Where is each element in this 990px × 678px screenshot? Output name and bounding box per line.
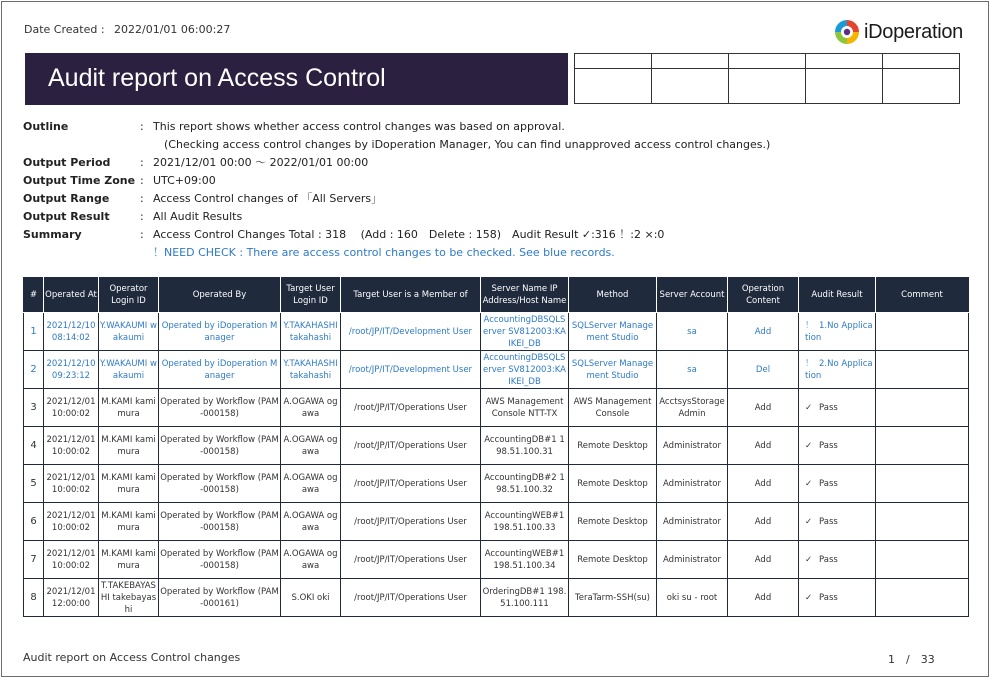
cell-content: Add — [728, 427, 799, 465]
stamp-cell — [652, 69, 729, 104]
col-header-member-of: Target User is a Member of — [341, 277, 481, 313]
period-label: Output Period — [23, 156, 111, 169]
cell-operator: M.KAMI kamimura — [99, 465, 159, 503]
audit-result-text: Pass — [819, 440, 838, 451]
cell-audit-result — [799, 465, 876, 503]
cell-num: 4 — [24, 427, 44, 465]
table-row — [24, 503, 969, 541]
approval-stamp-boxes — [574, 53, 960, 104]
timezone-label: Output Time Zone — [23, 174, 136, 187]
colon: : — [140, 210, 144, 223]
audit-result-text: Pass — [819, 554, 838, 565]
col-header-comment: Comment — [876, 277, 969, 313]
stamp-cell — [883, 69, 960, 104]
cell-content: Add — [728, 579, 799, 617]
cell-server: OrderingDB#1 198.51.100.111 — [481, 579, 569, 617]
cell-operated-at: 2021/12/01 10:00:02 — [44, 389, 99, 427]
cell-target-user: A.OGAWA ogawa — [281, 427, 341, 465]
cell-operated-at: 2021/12/10 08:14:02 — [44, 313, 99, 351]
audit-result-mark: ✓ — [805, 478, 813, 489]
footer-title: Audit report on Access Control changes — [23, 651, 241, 664]
cell-comment — [876, 503, 969, 541]
cell-server: AccountingDB#2 198.51.100.32 — [481, 465, 569, 503]
report-title: Audit report on Access Control — [48, 64, 386, 92]
cell-operated-at: 2021/12/01 10:00:02 — [44, 465, 99, 503]
cell-server: AccountingDBSQLServer SV812003:KAIKEI_DB — [481, 351, 569, 389]
date-created-value: 2022/01/01 06:00:27 — [114, 23, 231, 36]
audit-result-text: Pass — [819, 402, 838, 413]
audit-result-mark: ✓ — [805, 516, 813, 527]
audit-result-mark: ✓ — [805, 554, 813, 565]
cell-comment — [876, 465, 969, 503]
need-check-notice: ！NEED CHECK : There are access control changes to be checked. See blue records. — [153, 246, 615, 259]
cell-server: AccountingWEB#1 198.51.100.33 — [481, 503, 569, 541]
timezone-value: UTC+09:00 — [153, 174, 216, 187]
cell-method: Remote Desktop — [569, 503, 657, 541]
audit-table — [23, 277, 969, 617]
table-row — [24, 465, 969, 503]
summary-label: Summary — [23, 228, 82, 241]
cell-member-of: /root/JP/IT/Development User — [341, 351, 481, 389]
cell-account: Administrator — [657, 541, 728, 579]
stamp-cell — [729, 69, 806, 104]
colon: : — [140, 228, 144, 241]
cell-operated-at: 2021/12/01 10:00:02 — [44, 503, 99, 541]
cell-account: Administrator — [657, 427, 728, 465]
table-row — [24, 389, 969, 427]
cell-content: Add — [728, 541, 799, 579]
cell-operator: M.KAMI kamimura — [99, 427, 159, 465]
stamp-header-cell — [806, 54, 883, 69]
col-header-num: # — [24, 277, 44, 313]
col-header-server: Server Name IP Address/Host Name — [481, 277, 569, 313]
cell-comment — [876, 541, 969, 579]
cell-method: Remote Desktop — [569, 465, 657, 503]
audit-result-mark: ✓ — [805, 440, 813, 451]
cell-method: Remote Desktop — [569, 541, 657, 579]
cell-comment — [876, 389, 969, 427]
cell-method: SQLServer Management Studio — [569, 351, 657, 389]
result-label: Output Result — [23, 210, 110, 223]
stamp-cell — [806, 69, 883, 104]
cell-audit-result — [799, 313, 876, 351]
cell-method: SQLServer Management Studio — [569, 313, 657, 351]
audit-result-text: 1.No Application — [805, 320, 873, 343]
table-header-row — [24, 277, 969, 313]
cell-operator: M.KAMI kamimura — [99, 503, 159, 541]
cell-server: AccountingDB#1 198.51.100.31 — [481, 427, 569, 465]
cell-operated-at: 2021/12/01 12:00:00 — [44, 579, 99, 617]
col-header-operator: Operator Login ID — [99, 277, 159, 313]
cell-member-of: /root/JP/IT/Operations User — [341, 465, 481, 503]
cell-operator: M.KAMI kamimura — [99, 541, 159, 579]
cell-audit-result — [799, 427, 876, 465]
cell-operated-by: Operated by Workflow (PAM-000158) — [159, 503, 281, 541]
audit-result-mark: ！ — [805, 358, 814, 369]
table-row — [24, 427, 969, 465]
outline-line2: (Checking access control changes by iDoperation Manager, You can find unapproved access control changes.) — [164, 138, 771, 151]
col-header-method: Method — [569, 277, 657, 313]
cell-member-of: /root/JP/IT/Operations User — [341, 541, 481, 579]
audit-result-text: 2.No Application — [805, 358, 873, 381]
cell-operated-by: Operated by Workflow (PAM-000158) — [159, 541, 281, 579]
stamp-header-cell — [575, 54, 652, 69]
cell-content: Add — [728, 313, 799, 351]
cell-operated-by: Operated by iDoperation Manager — [159, 351, 281, 389]
cell-member-of: /root/JP/IT/Operations User — [341, 503, 481, 541]
table-row — [24, 313, 969, 351]
cell-target-user: A.OGAWA ogawa — [281, 503, 341, 541]
cell-account: oki su - root — [657, 579, 728, 617]
cell-operated-at: 2021/12/01 10:00:02 — [44, 427, 99, 465]
cell-operated-by: Operated by Workflow (PAM-000158) — [159, 427, 281, 465]
report-title-bar — [25, 53, 568, 105]
logo — [833, 16, 963, 48]
summary-value: Access Control Changes Total : 318 (Add : 160 Delete : 158) Audit Result ✓:316 ！:2 ×:0 — [153, 228, 665, 241]
cell-member-of: /root/JP/IT/Operations User — [341, 389, 481, 427]
cell-method: TeraTarm-SSH(su) — [569, 579, 657, 617]
cell-member-of: /root/JP/IT/Operations User — [341, 579, 481, 617]
cell-audit-result — [799, 503, 876, 541]
cell-operated-by: Operated by Workflow (PAM-000161) — [159, 579, 281, 617]
cell-content: Add — [728, 503, 799, 541]
colon: : — [140, 174, 144, 187]
cell-server: AWS Management Console NTT-TX — [481, 389, 569, 427]
logo-text: iDoperation — [864, 20, 963, 43]
cell-comment — [876, 313, 969, 351]
stamp-header-cell — [729, 54, 806, 69]
cell-operated-at: 2021/12/01 10:00:02 — [44, 541, 99, 579]
period-value: 2021/12/01 00:00 ～ 2022/01/01 00:00 — [153, 156, 369, 169]
cell-operator: Y.WAKAUMI wakaumi — [99, 351, 159, 389]
col-header-operated-at: Operated At — [44, 277, 99, 313]
cell-server: AccountingWEB#1 198.51.100.34 — [481, 541, 569, 579]
cell-member-of: /root/JP/IT/Development User — [341, 313, 481, 351]
cell-content: Add — [728, 389, 799, 427]
cell-target-user: A.OGAWA ogawa — [281, 389, 341, 427]
cell-audit-result — [799, 579, 876, 617]
cell-account: Administrator — [657, 503, 728, 541]
cell-audit-result — [799, 389, 876, 427]
cell-account: Administrator — [657, 465, 728, 503]
cell-operator: T.TAKEBAYASHI takebayashi — [99, 579, 159, 617]
cell-operated-by: Operated by iDoperation Manager — [159, 313, 281, 351]
cell-content: Del — [728, 351, 799, 389]
table-row — [24, 351, 969, 389]
stamp-header-cell — [883, 54, 960, 69]
table-row — [24, 541, 969, 579]
audit-result-mark: ！ — [805, 320, 814, 331]
cell-target-user: A.OGAWA ogawa — [281, 541, 341, 579]
cell-num: 6 — [24, 503, 44, 541]
col-header-target-user: Target User Login ID — [281, 277, 341, 313]
outline-line1: This report shows whether access control changes was based on approval. — [153, 120, 565, 133]
cell-num: 3 — [24, 389, 44, 427]
cell-method: Remote Desktop — [569, 427, 657, 465]
cell-method: AWS Management Console — [569, 389, 657, 427]
table-row — [24, 579, 969, 617]
audit-result-mark: ✓ — [805, 402, 813, 413]
outline-label: Outline — [23, 120, 69, 133]
cell-target-user: Y.TAKAHASHI takahashi — [281, 351, 341, 389]
cell-target-user: Y.TAKAHASHI takahashi — [281, 313, 341, 351]
cell-target-user: A.OGAWA ogawa — [281, 465, 341, 503]
cell-num: 8 — [24, 579, 44, 617]
cell-operated-at: 2021/12/10 09:23:12 — [44, 351, 99, 389]
cell-target-user: S.OKI oki — [281, 579, 341, 617]
stamp-header-cell — [652, 54, 729, 69]
colon: : — [140, 120, 144, 133]
idoperation-logo-icon — [833, 18, 861, 46]
cell-operator: M.KAMI kamimura — [99, 389, 159, 427]
col-header-operated-by: Operated By — [159, 277, 281, 313]
colon: : — [140, 192, 144, 205]
stamp-cell — [575, 69, 652, 104]
cell-operated-by: Operated by Workflow (PAM-000158) — [159, 465, 281, 503]
cell-account: AcctsysStorageAdmin — [657, 389, 728, 427]
cell-num: 2 — [24, 351, 44, 389]
audit-result-mark: ✓ — [805, 592, 813, 603]
col-header-result: Audit Result — [799, 277, 876, 313]
cell-audit-result — [799, 351, 876, 389]
cell-comment — [876, 579, 969, 617]
audit-result-text: Pass — [819, 516, 838, 527]
cell-num: 5 — [24, 465, 44, 503]
range-value: Access Control changes of 「All Servers」 — [153, 192, 383, 205]
cell-account: sa — [657, 351, 728, 389]
cell-operator: Y.WAKAUMI wakaumi — [99, 313, 159, 351]
audit-result-text: Pass — [819, 592, 838, 603]
audit-result-text: Pass — [819, 478, 838, 489]
cell-comment — [876, 427, 969, 465]
range-label: Output Range — [23, 192, 110, 205]
date-created — [24, 23, 230, 36]
cell-num: 1 — [24, 313, 44, 351]
col-header-account: Server Account — [657, 277, 728, 313]
cell-comment — [876, 351, 969, 389]
result-value: All Audit Results — [153, 210, 243, 223]
date-created-label: Date Created : — [24, 23, 105, 36]
cell-member-of: /root/JP/IT/Operations User — [341, 427, 481, 465]
page-number: 1 / 33 — [888, 653, 935, 666]
cell-account: sa — [657, 313, 728, 351]
cell-content: Add — [728, 465, 799, 503]
cell-operated-by: Operated by Workflow (PAM-000158) — [159, 389, 281, 427]
col-header-content: Operation Content — [728, 277, 799, 313]
cell-num: 7 — [24, 541, 44, 579]
cell-server: AccountingDBSQLServer SV812003:KAIKEI_DB — [481, 313, 569, 351]
cell-audit-result — [799, 541, 876, 579]
colon: : — [140, 156, 144, 169]
